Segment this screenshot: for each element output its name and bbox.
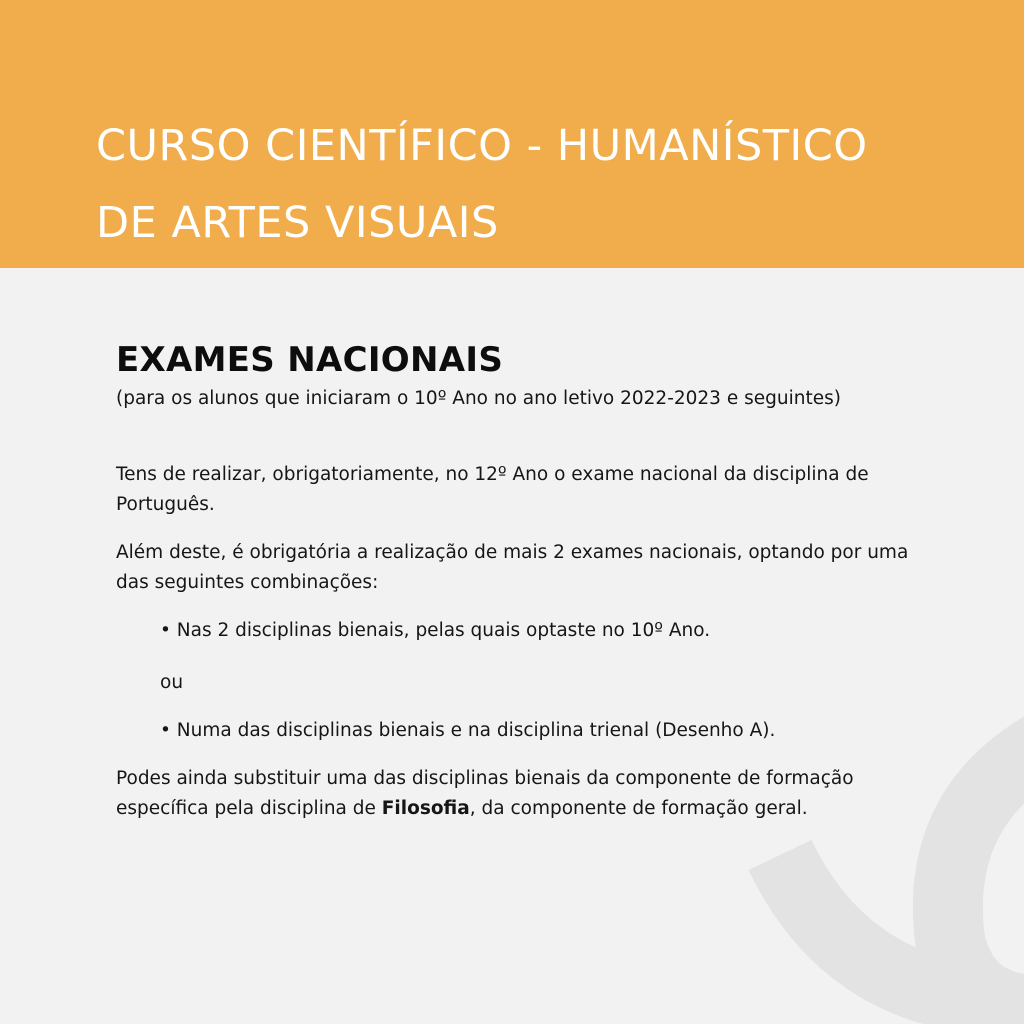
page-title-line-2: DE ARTES VISUAIS [96, 198, 499, 248]
section-title: EXAMES NACIONAIS [116, 340, 504, 380]
list-item-option-1: • Nas 2 disciplinas bienais, pelas quais optaste no 10º Ano. [160, 620, 711, 641]
list-item-option-2: • Numa das disciplinas bienais e na disciplina trienal (Desenho A). [160, 720, 776, 741]
paragraph-philosophy-substitution [116, 764, 946, 824]
philosophy-highlight: Filosofia [381, 798, 470, 819]
paragraph-additional-exams: Além deste, é obrigatória a realização de mais 2 exames nacionais, optando por uma das seguintes combinações: [116, 542, 909, 593]
paragraph-philosophy-text-start: Podes ainda substituir uma das disciplinas bienais da componente de formação específica pela disciplina de [116, 768, 854, 819]
paragraph-portuguese-exam: Tens de realizar, obrigatoriamente, no 12º Ano o exame nacional da disciplina de Português. [116, 464, 869, 515]
or-separator: ou [160, 672, 184, 693]
main-content [116, 336, 946, 824]
section-subtitle: (para os alunos que iniciaram o 10º Ano no ano letivo 2022-2023 e seguintes) [116, 388, 841, 409]
page-title-line-1: CURSO CIENTÍFICO - HUMANÍSTICO [96, 121, 868, 171]
paragraph-philosophy-text-end: , da componente de formação geral. [469, 798, 808, 819]
